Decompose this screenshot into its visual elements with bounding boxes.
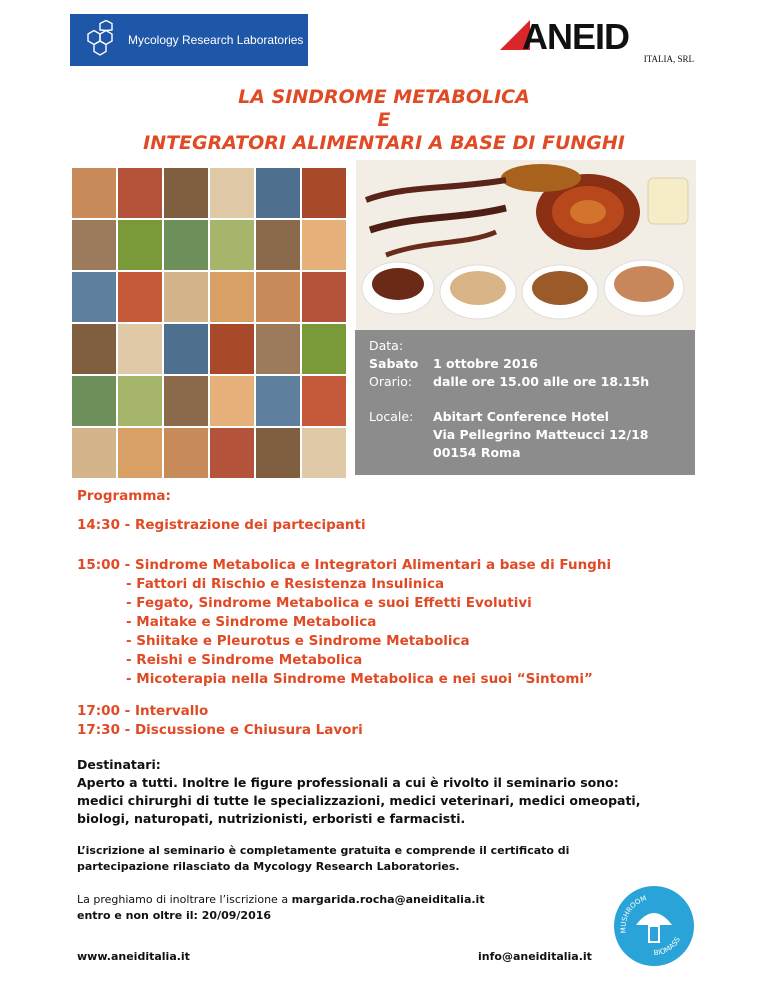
collage-tile bbox=[164, 324, 208, 374]
collage-tile bbox=[210, 168, 254, 218]
hexagon-molecule-icon bbox=[78, 20, 122, 60]
mushroom-products-photo bbox=[356, 160, 696, 330]
data-label: Data: bbox=[369, 338, 404, 353]
mycology-research-laboratories-logo bbox=[70, 14, 308, 66]
iscrizione-line: partecipazione rilasciato da Mycology Research Laboratories. bbox=[77, 860, 460, 873]
venue-name: Abitart Conference Hotel bbox=[433, 409, 609, 424]
collage-tile bbox=[72, 272, 116, 322]
venue-label: Locale: bbox=[369, 409, 414, 424]
collage-tile bbox=[164, 376, 208, 426]
program-sub-item: - Shiitake e Pleurotus e Sindrome Metabolica bbox=[126, 633, 470, 649]
program-closing: 17:30 - Discussione e Chiusura Lavori bbox=[77, 722, 363, 738]
venue-city: 00154 Roma bbox=[433, 445, 521, 460]
iscrizione-line: L’iscrizione al seminario è completamente gratuita e comprende il certificato di bbox=[77, 844, 570, 857]
title-line-2: E bbox=[377, 109, 391, 131]
event-info-box bbox=[355, 330, 695, 475]
collage-tile bbox=[118, 428, 162, 478]
contact-line bbox=[77, 893, 485, 906]
collage-tile bbox=[210, 428, 254, 478]
collage-tile bbox=[210, 376, 254, 426]
venue-street: Via Pellegrino Matteucci 12/18 bbox=[433, 427, 649, 442]
collage-tile bbox=[302, 324, 346, 374]
footer-website-link[interactable]: www.aneiditalia.it bbox=[77, 950, 190, 963]
collage-tile bbox=[302, 272, 346, 322]
collage-tile bbox=[164, 168, 208, 218]
program-sub-item: - Fegato, Sindrome Metabolica e suoi Effetti Evolutivi bbox=[126, 595, 532, 611]
collage-tile bbox=[118, 272, 162, 322]
collage-tile bbox=[72, 324, 116, 374]
biomass-logo-text-right: BIOMASS bbox=[653, 935, 682, 958]
collage-tile bbox=[302, 428, 346, 478]
mushroom-bowls-illustration bbox=[356, 160, 696, 330]
program-break: 17:00 - Intervallo bbox=[77, 703, 209, 719]
collage-tile bbox=[256, 376, 300, 426]
program-session-main: 15:00 - Sindrome Metabolica e Integratori Alimentari a base di Funghi bbox=[77, 557, 612, 573]
destinatari-line: medici chirurghi di tutte le specializzazioni, medici veterinari, medici omeopati, bbox=[77, 793, 641, 808]
collage-tile bbox=[256, 272, 300, 322]
collage-tile bbox=[302, 376, 346, 426]
time-label: Orario: bbox=[369, 374, 413, 389]
destinatari-line: Aperto a tutti. Inoltre le figure professionali a cui è rivolto il seminario sono: bbox=[77, 775, 619, 790]
collage-tile bbox=[118, 168, 162, 218]
collage-tile bbox=[118, 324, 162, 374]
collage-tile bbox=[256, 220, 300, 270]
collage-tile bbox=[72, 220, 116, 270]
contact-deadline: entro e non oltre il: 20/09/2016 bbox=[77, 909, 272, 922]
collage-tile bbox=[164, 272, 208, 322]
collage-tile bbox=[164, 428, 208, 478]
collage-tile bbox=[210, 324, 254, 374]
collage-tile bbox=[302, 168, 346, 218]
day-label: Sabato bbox=[369, 356, 419, 371]
collage-tile bbox=[256, 428, 300, 478]
collage-tile bbox=[72, 428, 116, 478]
destinatari-heading: Destinatari: bbox=[77, 757, 161, 772]
biomass-logo-text-left: MUSHROOM bbox=[619, 894, 648, 934]
collage-tile bbox=[72, 168, 116, 218]
program-sub-item: - Micoterapia nella Sindrome Metabolica e nei suoi “Sintomi” bbox=[126, 671, 593, 687]
contact-prefix: La preghiamo di inoltrare l’iscrizione a bbox=[77, 893, 292, 906]
date-value: 1 ottobre 2016 bbox=[433, 356, 538, 371]
collage-tile bbox=[210, 272, 254, 322]
collage-tile bbox=[118, 376, 162, 426]
aneid-logo-sub: ITALIA, SRL bbox=[643, 54, 694, 64]
program-registration: 14:30 - Registrazione dei partecipanti bbox=[77, 517, 366, 533]
mushroom-biomass-icon bbox=[613, 885, 695, 967]
program-sub-item: - Reishi e Sindrome Metabolica bbox=[126, 652, 363, 668]
time-value: dalle ore 15.00 alle ore 18.15h bbox=[433, 374, 650, 389]
aneid-logo bbox=[498, 14, 698, 64]
collage-tile bbox=[164, 220, 208, 270]
health-food-photo-collage bbox=[72, 168, 352, 480]
collage-tile bbox=[302, 220, 346, 270]
aneid-logo-word: ANEID bbox=[522, 16, 630, 57]
destinatari-line: biologi, naturopati, nutrizionisti, erboristi e farmacisti. bbox=[77, 811, 466, 826]
contact-email-link[interactable]: margarida.rocha@aneiditalia.it bbox=[291, 893, 485, 906]
footer-email-link[interactable]: info@aneiditalia.it bbox=[478, 950, 592, 963]
program-sub-item: - Maitake e Sindrome Metabolica bbox=[126, 614, 377, 630]
collage-tile bbox=[256, 324, 300, 374]
collage-tile bbox=[210, 220, 254, 270]
title-line-3: INTEGRATORI ALIMENTARI A BASE DI FUNGHI bbox=[143, 132, 625, 154]
mushroom-biomass-logo bbox=[613, 885, 695, 967]
collage-tile bbox=[72, 376, 116, 426]
collage-tile bbox=[256, 168, 300, 218]
title-line-1: LA SINDROME METABOLICA bbox=[238, 86, 530, 108]
mrl-logo-text: Mycology Research Laboratories bbox=[128, 33, 304, 47]
programma-heading: Programma: bbox=[77, 488, 171, 504]
collage-tile bbox=[118, 220, 162, 270]
program-sub-item: - Fattori di Rischio e Resistenza Insulinica bbox=[126, 576, 445, 592]
